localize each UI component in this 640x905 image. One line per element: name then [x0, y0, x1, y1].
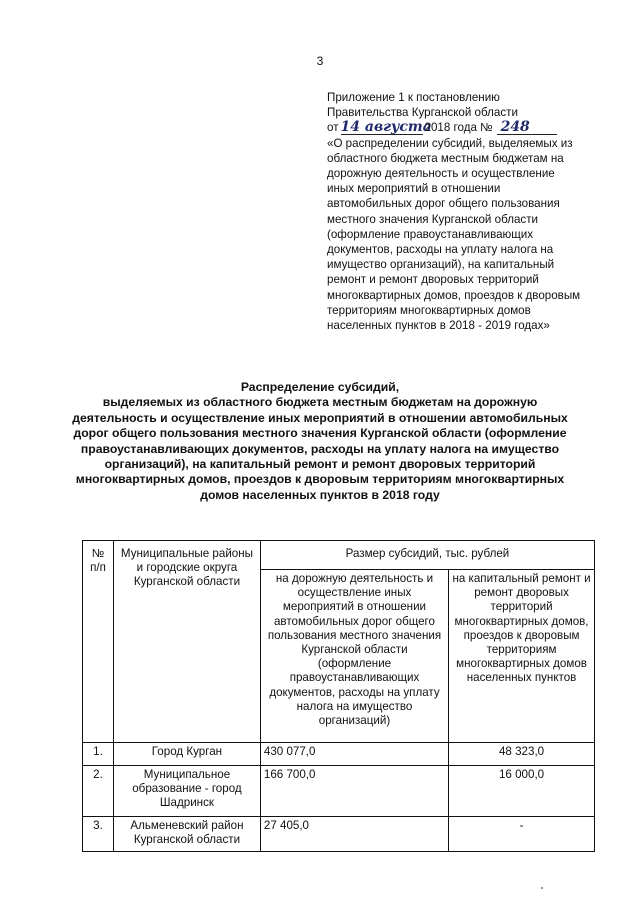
table-row — [83, 743, 595, 766]
row-num: 3. — [83, 817, 114, 852]
title-line: Распределение субсидий, — [240, 380, 400, 394]
appendix-block — [327, 90, 617, 333]
appendix-body-line: документов, расходы на уплату налога на — [327, 243, 554, 257]
header-yard: на капитальный ремонт и ремонт дворовых территорий многоквартирных домов, проездов к дворовым территориям многоквартирных домов населенных пунктов — [449, 570, 595, 743]
row-municipality: Город Курган — [114, 743, 261, 766]
title-line: многоквартирных домов, проездов к дворовым территориям многоквартирных — [75, 472, 565, 487]
appendix-line-2: Правительства Курганской области — [327, 106, 518, 120]
table-row — [83, 817, 595, 852]
title-line: выделяемых из областного бюджета местным бюджетам на дорожную — [102, 395, 538, 410]
title-line: домов населенных пунктов в 2018 году — [200, 487, 440, 502]
header-road: на дорожную деятельность и осуществление иных мероприятий в отношении автомобильных дорог общего пользования местного значения Курганской области (оформление правоустанавливающих документов, расходы на уплату налога на имущество организаций) — [260, 570, 448, 743]
page-number: 3 — [316, 54, 324, 68]
row-road-value: 430 077,0 — [260, 743, 448, 766]
document-title — [70, 380, 570, 503]
row-num: 2. — [83, 766, 114, 817]
row-yard-value: 16 000,0 — [449, 766, 595, 817]
appendix-body-line: «О распределении субсидий, выделяемых из — [327, 136, 573, 150]
title-line: дорог общего пользования местного значения Курганской области (оформление — [73, 426, 567, 441]
handwritten-number: 248 — [497, 120, 557, 135]
table-header-row — [83, 541, 595, 570]
appendix-body-line: автомобильных дорог общего пользования — [327, 197, 560, 211]
row-yard-value: - — [449, 817, 595, 852]
appendix-body-line: местного значения Курганской области — [327, 212, 538, 226]
header-municipality: Муниципальные районы и городские округа Курганской области — [114, 541, 261, 743]
title-line: организаций), на капитальный ремонт и ремонт дворовых территорий — [104, 457, 536, 472]
row-municipality: Альменевский район Курганской области — [114, 817, 261, 852]
header-num: № п/п — [83, 541, 114, 743]
subsidies-table — [82, 540, 595, 852]
row-num: 1. — [83, 743, 114, 766]
title-line: деятельность и осуществление иных мероприятий в отношении автомобильных — [72, 410, 568, 425]
appendix-body-line: иных мероприятий в отношении — [327, 182, 501, 196]
row-yard-value: 48 323,0 — [449, 743, 595, 766]
appendix-body-line: населенных пунктов в 2018 - 2019 годах» — [327, 319, 550, 333]
handwritten-date: 14 августа — [340, 119, 432, 136]
appendix-body-line: имущество организаций), на капитальный — [327, 258, 555, 272]
title-line: правоустанавливающих документов, расходы на уплату налога на имущество — [80, 441, 560, 456]
appendix-body-line: территориям многоквартирных домов — [327, 303, 531, 317]
header-subsidy-size: Размер субсидий, тыс. рублей — [260, 541, 594, 570]
appendix-body-line: ремонт и ремонт дворовых территорий — [327, 273, 539, 287]
appendix-body-line: дорожную деятельность и осуществление — [327, 167, 555, 181]
table-row — [83, 766, 595, 817]
appendix-body-line: (оформление правоустанавливающих — [327, 227, 534, 241]
year-text: 2018 года № — [424, 121, 493, 135]
appendix-body-line: многоквартирных домов, проездов к дворовым — [327, 288, 581, 302]
row-municipality: Муниципальное образование - город Шадринск — [114, 766, 261, 817]
appendix-body-line: областного бюджета местным бюджетам на — [327, 151, 564, 165]
row-road-value: 27 405,0 — [260, 817, 448, 852]
scan-speck — [541, 887, 543, 889]
appendix-line-1: Приложение 1 к постановлению — [327, 91, 500, 104]
from-prefix: от — [327, 121, 339, 135]
row-road-value: 166 700,0 — [260, 766, 448, 817]
appendix-date-line — [327, 120, 617, 135]
